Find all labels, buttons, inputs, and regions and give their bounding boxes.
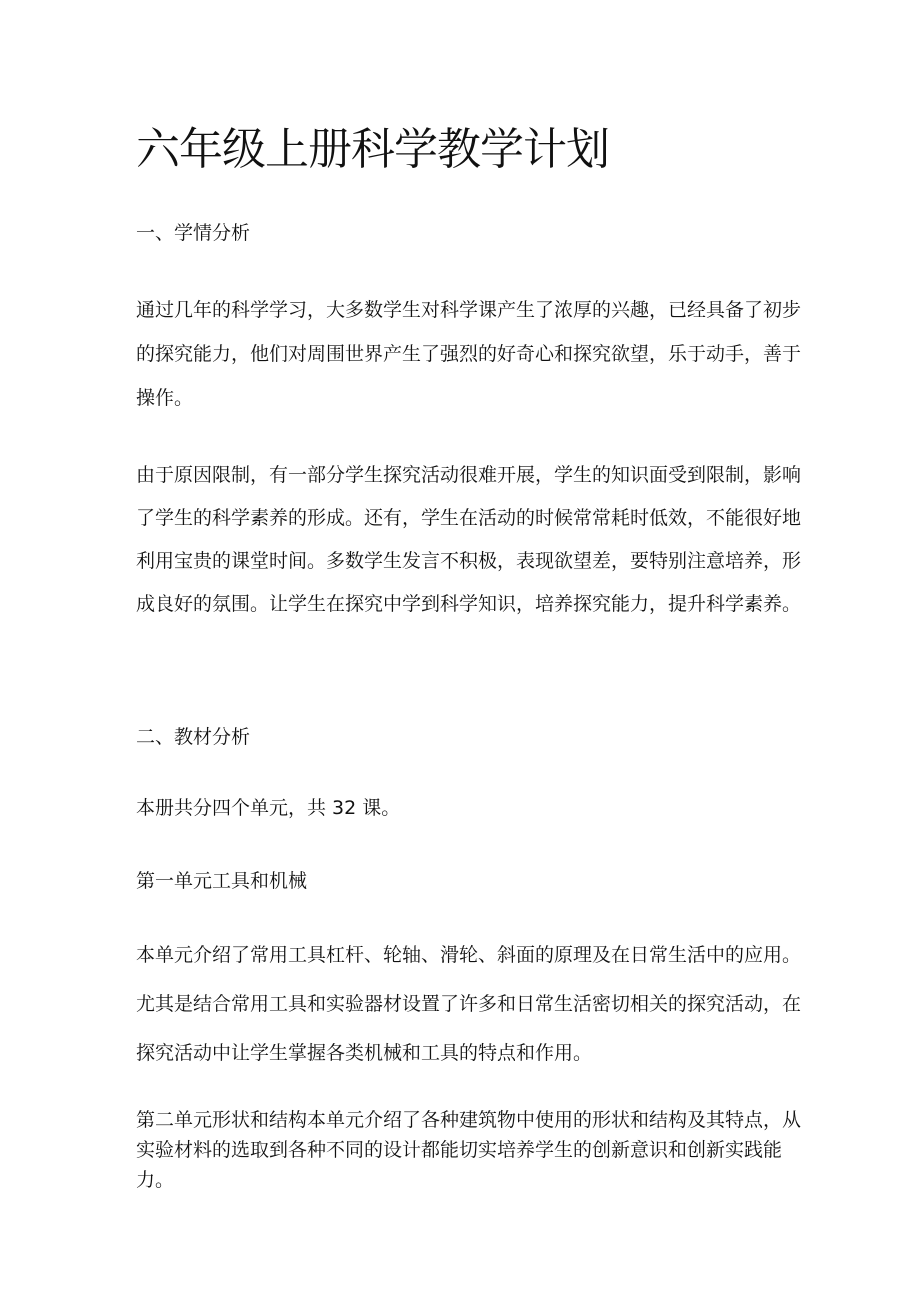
section-heading-textbook-analysis: 二、教材分析 [136,726,251,748]
section-heading-student-analysis: 一、学情分析 [136,222,251,244]
paragraph-unit2-description: 第二单元形状和结构本单元介绍了各种建筑物中使用的形状和结构及其特点，从实验材料的选取到各种不同的设计都能切实培养学生的创新意识和创新实践能力。 [136,1109,802,1191]
paragraph-unit1-description: 本单元介绍了常用工具杠杆、轮轴、滑轮、斜面的原理及在日常生活中的应用。尤其是结合常用工具和实验器材设置了许多和日常生活密切相关的探究活动，在探究活动中让学生掌握各类机械和工具的特点和作用。 [136,944,802,1064]
paragraph-textbook-overview: 本册共分四个单元，共 32 课。 [136,797,401,819]
document-title: 六年级上册科学教学计划 [136,124,609,175]
unit1-heading: 第一单元工具和机械 [136,870,308,892]
paragraph-student-limitations: 由于原因限制，有一部分学生探究活动很难开展，学生的知识面受到限制，影响了学生的科学素养的形成。还有，学生在活动的时候常常耗时低效，不能很好地利用宝贵的课堂时间。多数学生发言不积极，表现欲望差，要特别注意培养，形成良好的氛围。让学生在探究中学到科学知识，培养探究能力，提升科学素养。 [136,464,802,615]
paragraph-student-interest: 通过几年的科学学习，大多数学生对科学课产生了浓厚的兴趣，已经具备了初步的探究能力，他们对周围世界产生了强烈的好奇心和探究欲望，乐于动手，善于操作。 [136,299,802,409]
